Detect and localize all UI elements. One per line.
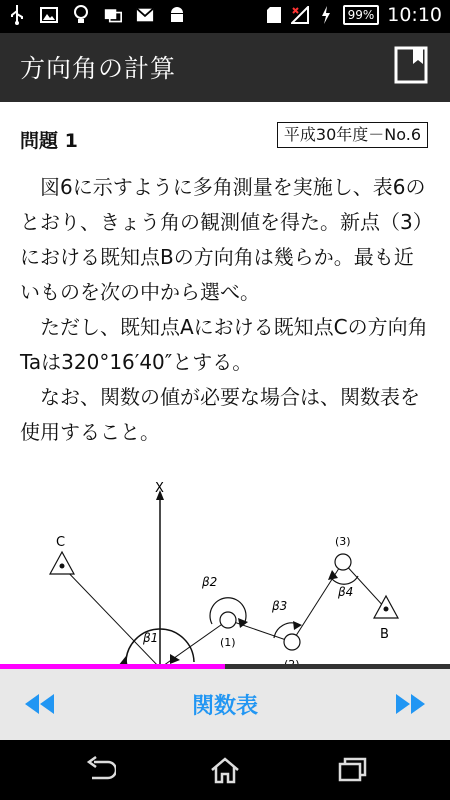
question-text: [20, 170, 432, 450]
clock: 10:10: [387, 4, 442, 26]
home-button[interactable]: [209, 756, 241, 784]
label-b: B: [380, 627, 389, 642]
bookmark-icon: [394, 46, 428, 84]
x-axis-label: X: [155, 481, 164, 496]
new-point-2: [284, 634, 300, 650]
fast-forward-icon: [394, 691, 428, 717]
label-beta2: β2: [202, 575, 218, 589]
back-button[interactable]: [84, 756, 116, 784]
line-1-2: [228, 620, 292, 642]
line-2-3: [292, 562, 343, 642]
bookmark-button[interactable]: [394, 46, 432, 86]
no-signal-icon: [291, 6, 309, 24]
question-paragraph: ただし、既知点Aにおける既知点Cの方向角Taは320°16′40″とする。: [20, 315, 428, 374]
recents-button[interactable]: [336, 756, 368, 784]
page-title: 方向角の計算: [20, 54, 177, 83]
bottom-bar: [0, 669, 450, 740]
home-icon: [209, 756, 241, 784]
notification-icons: [8, 6, 186, 24]
image-icon: [40, 6, 58, 24]
status-bar: [0, 0, 450, 33]
app-bar: [0, 33, 450, 102]
system-nav-bar: [0, 740, 450, 800]
known-point-c: [50, 552, 74, 574]
label-p1: (1): [220, 636, 236, 649]
system-status: [265, 4, 442, 26]
recents-icon: [336, 756, 368, 784]
traverse-diagram: [0, 472, 450, 664]
label-beta3: β3: [272, 599, 288, 613]
question-paragraph: 図6に示すように多角測量を実施し、表6のとおり、きょう角の観測値を得た。新点（3）における既知点Bの方向角は幾らか。最も近いものを次の中から選べ。: [20, 175, 426, 304]
back-icon: [84, 756, 116, 784]
media-icon: [104, 6, 122, 24]
mail-icon: [136, 6, 154, 24]
label-p3: (3): [335, 535, 351, 548]
function-table-button[interactable]: 関数表: [191, 694, 258, 719]
charging-icon: [317, 6, 335, 24]
usb-icon: [8, 6, 26, 24]
next-button[interactable]: [394, 691, 428, 717]
new-point-3: [335, 554, 351, 570]
battery-level: 99%: [343, 5, 380, 25]
label-beta4: β4: [338, 585, 354, 599]
sd-card-icon: [265, 6, 283, 24]
question-paragraph: なお、関数の値が必要な場合は、関数表を使用すること。: [20, 385, 420, 444]
label-c: C: [56, 535, 66, 550]
line-a-c: [62, 566, 160, 664]
exam-reference: 平成30年度－No.6: [277, 122, 428, 148]
question-content[interactable]: [0, 102, 450, 664]
new-point-1: [220, 612, 236, 628]
question-title: 問題 1: [20, 130, 78, 152]
android-icon: [168, 6, 186, 24]
lightbulb-icon: [72, 6, 90, 24]
label-beta1: β1: [143, 631, 159, 645]
